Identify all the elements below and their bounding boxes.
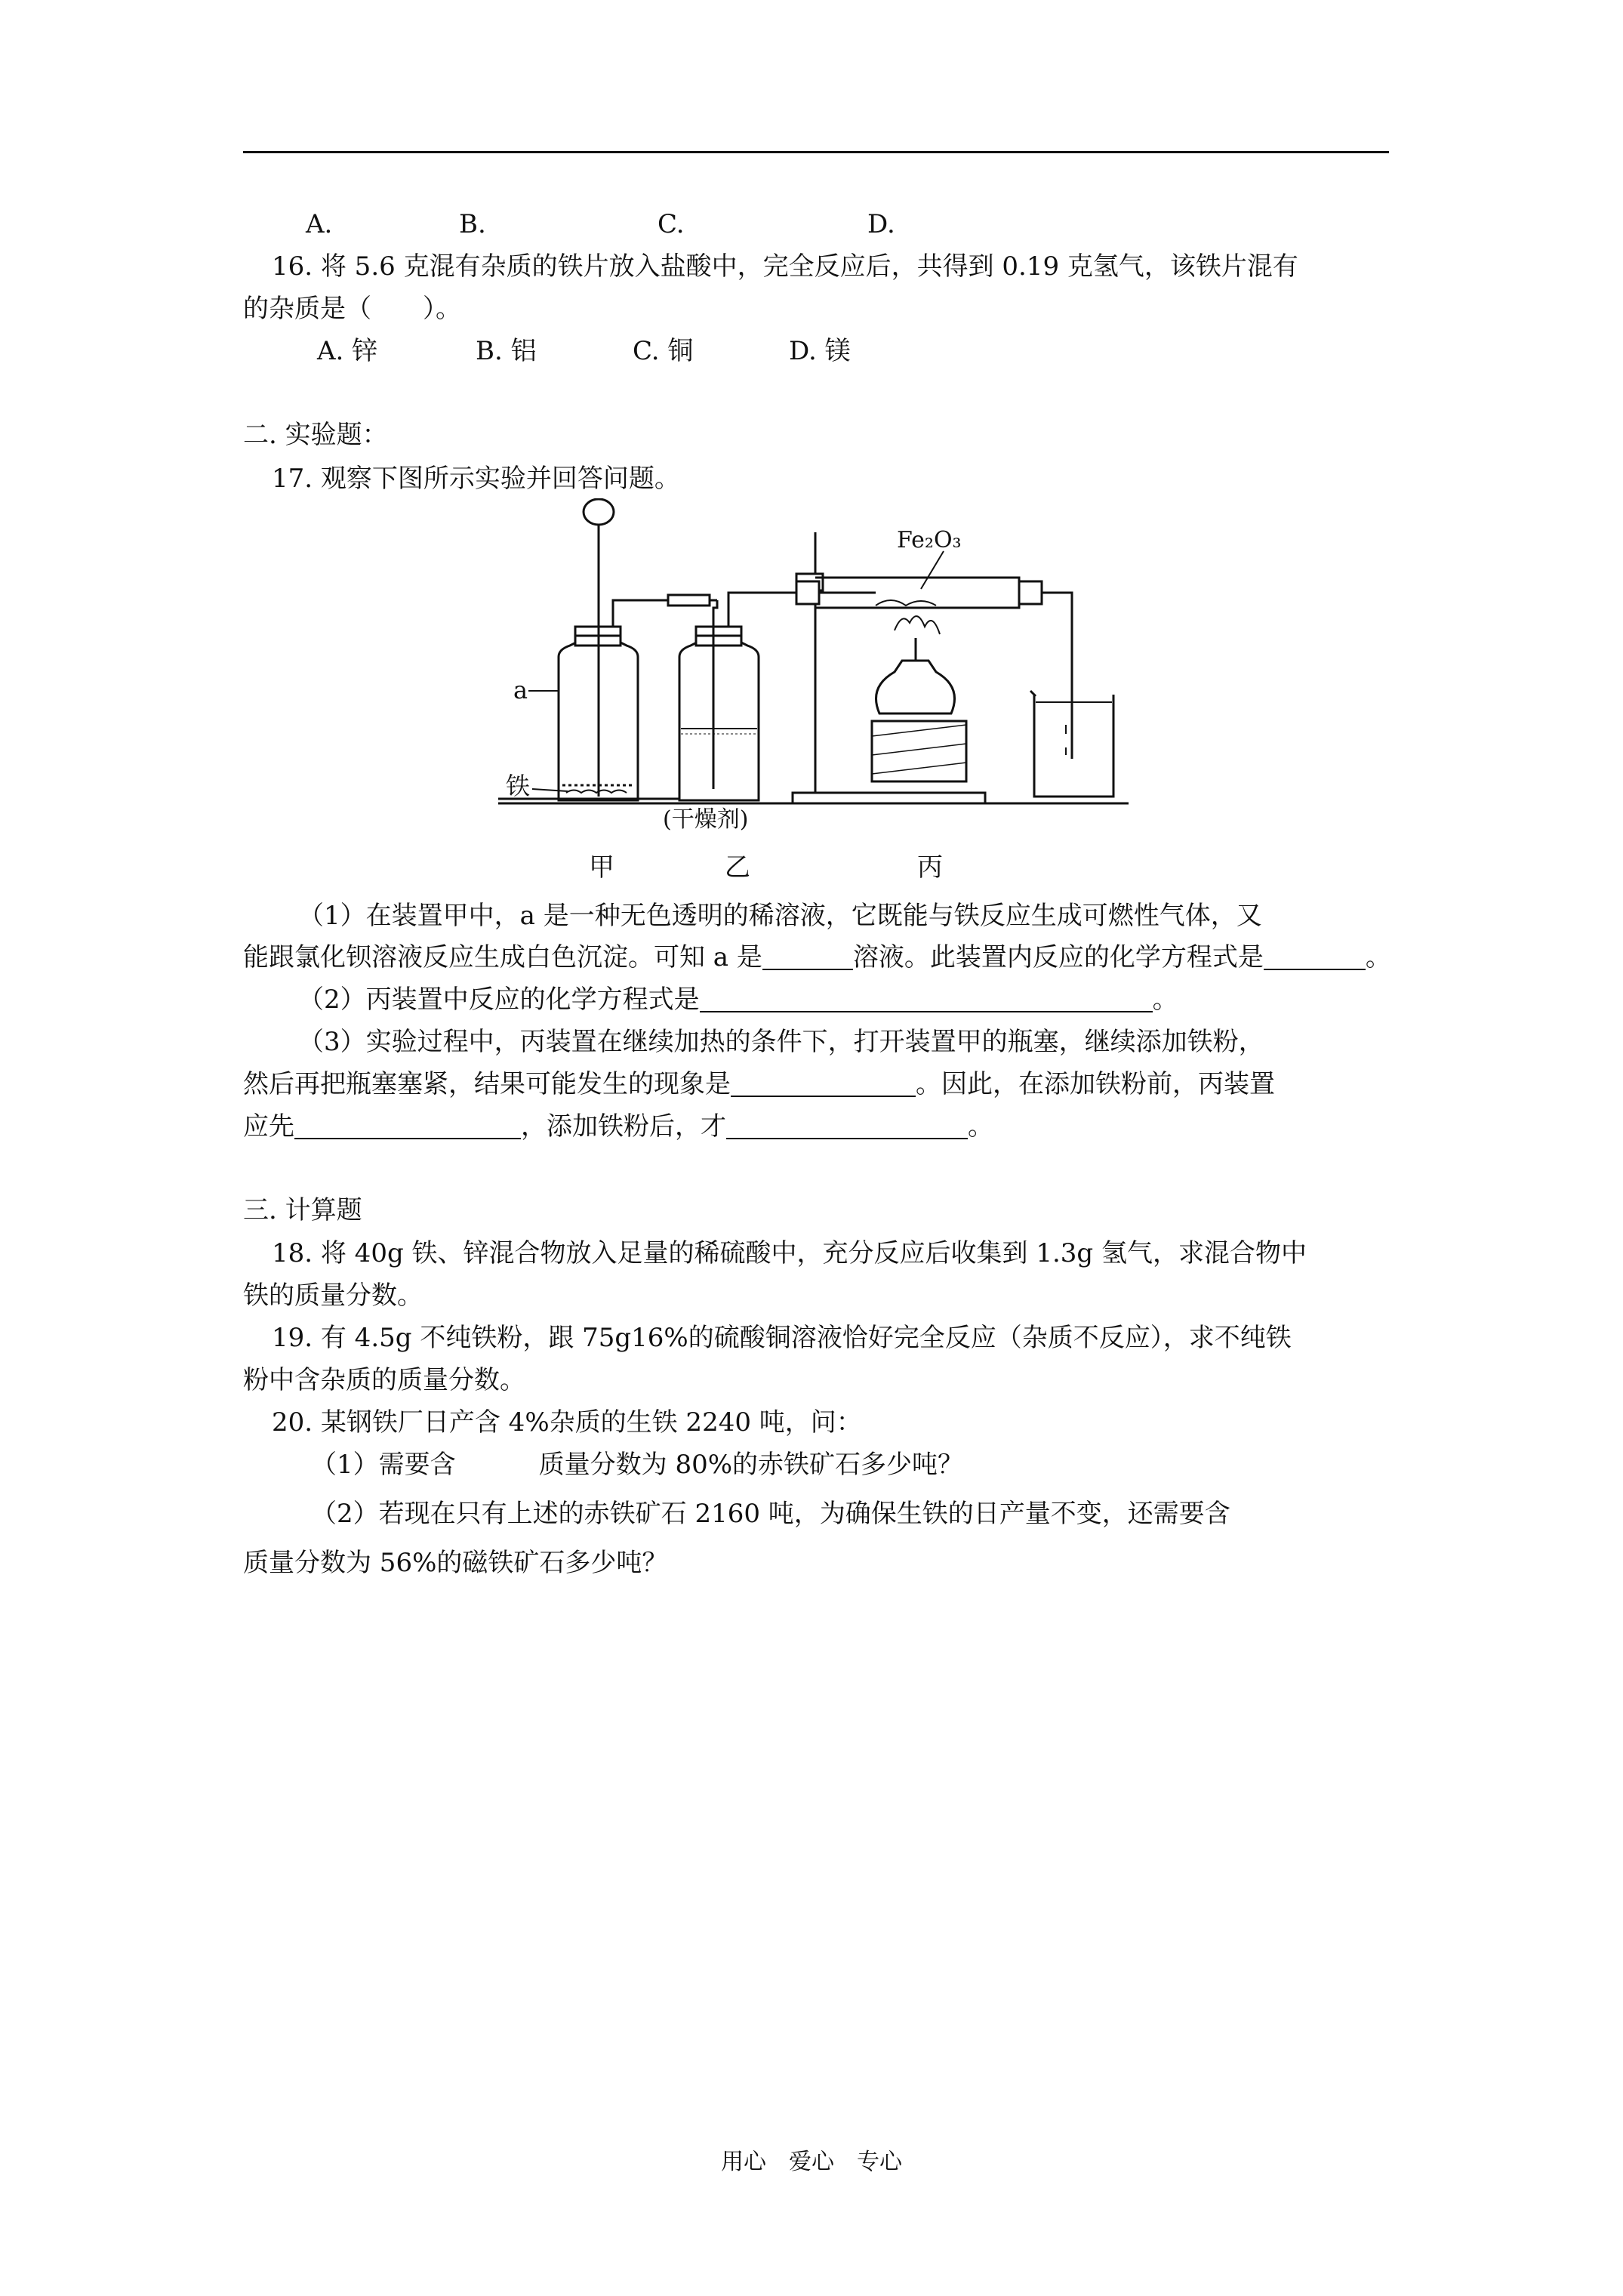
q17-p1-line1: （1）在装置甲中，a 是一种无色透明的稀溶液，它既能与铁反应生成可燃性气体，又 bbox=[298, 901, 1262, 931]
answer-blank[interactable] bbox=[726, 1112, 968, 1139]
apparatus-label-jia: 甲 bbox=[589, 852, 614, 883]
q20-p2-line1: （2）若现在只有上述的赤铁矿石 2160 吨，为确保生铁的日产量不变，还需要含 bbox=[311, 1499, 1230, 1529]
section3-title: 三. 计算题 bbox=[243, 1195, 362, 1225]
q19-line2: 粉中含杂质的质量分数。 bbox=[243, 1365, 525, 1395]
q15-option-a: A. bbox=[306, 209, 333, 239]
q20-p2-line2: 质量分数为 56%的磁铁矿石多少吨？ bbox=[243, 1548, 668, 1578]
q17-p1-line2: 能跟氯化钡溶液反应生成白色沉淀。可知 a 是 溶液。此装置内反应的化学方程式是 。 bbox=[243, 942, 1391, 972]
apparatus-label-bing: 丙 bbox=[917, 852, 943, 883]
q18-line2: 铁的质量分数。 bbox=[243, 1281, 423, 1311]
apparatus-bing-setup bbox=[793, 532, 1113, 803]
answer-blank[interactable] bbox=[700, 985, 1153, 1012]
q18-line1: 18. 将 40g 铁、锌混合物放入足量的稀硫酸中，充分反应后收集到 1.3g 氢气，求混合物中 bbox=[272, 1238, 1307, 1268]
q16-option-d: D. 镁 bbox=[789, 336, 851, 366]
q15-option-b: B. bbox=[459, 209, 486, 239]
answer-blank[interactable] bbox=[294, 1112, 521, 1139]
desiccant-label: (干燥剂) bbox=[663, 806, 749, 833]
q16-line2: 的杂质是（ ）。 bbox=[243, 294, 461, 324]
label-iron: 铁 bbox=[506, 772, 531, 800]
q16-option-b: B. 铝 bbox=[476, 336, 537, 366]
header-rule bbox=[243, 151, 1389, 153]
answer-blank[interactable] bbox=[731, 1070, 916, 1097]
q15-option-c: C. bbox=[658, 209, 685, 239]
q17-p3-line2: 然后再把瓶塞塞紧，结果可能发生的现象是 。因此，在添加铁粉前，丙装置 bbox=[243, 1069, 1275, 1099]
formula-fe2o3: Fe₂O₃ bbox=[897, 527, 962, 553]
page-footer: 用心 爱心 专心 bbox=[721, 2149, 902, 2175]
q17-p3-line3: 应先 ，添加铁粉后，才 。 bbox=[243, 1111, 993, 1142]
q16-line1: 16. 将 5.6 克混有杂质的铁片放入盐酸中，完全反应后，共得到 0.19 克氢气，该铁片混有 bbox=[272, 251, 1298, 282]
q15-option-d: D. bbox=[867, 209, 895, 239]
apparatus-figure bbox=[498, 498, 1132, 891]
q20-p1: （1）需要含 质量分数为 80%的赤铁矿石多少吨？ bbox=[311, 1450, 964, 1480]
answer-blank[interactable] bbox=[762, 943, 853, 970]
section2-title: 二. 实验题： bbox=[243, 420, 388, 450]
q16-option-a: A. 锌 bbox=[317, 336, 378, 366]
q19-line1: 19. 有 4.5g 不纯铁粉，跟 75g16%的硫酸铜溶液恰好完全反应（杂质不反应），求不纯铁 bbox=[272, 1323, 1292, 1353]
q16-option-c: C. 铜 bbox=[633, 336, 694, 366]
apparatus-yi-bottle bbox=[679, 593, 876, 800]
answer-blank[interactable] bbox=[1264, 943, 1366, 970]
label-a: a bbox=[513, 676, 528, 704]
apparatus-label-yi: 乙 bbox=[725, 852, 750, 883]
q20-line1: 20. 某钢铁厂日产含 4%杂质的生铁 2240 吨，问： bbox=[272, 1407, 862, 1438]
q17-p3-line1: （3）实验过程中，丙装置在继续加热的条件下，打开装置甲的瓶塞，继续添加铁粉， bbox=[298, 1027, 1264, 1057]
q17-p2: （2）丙装置中反应的化学方程式是 。 bbox=[298, 985, 1178, 1015]
q17-intro: 17. 观察下图所示实验并回答问题。 bbox=[272, 464, 680, 494]
